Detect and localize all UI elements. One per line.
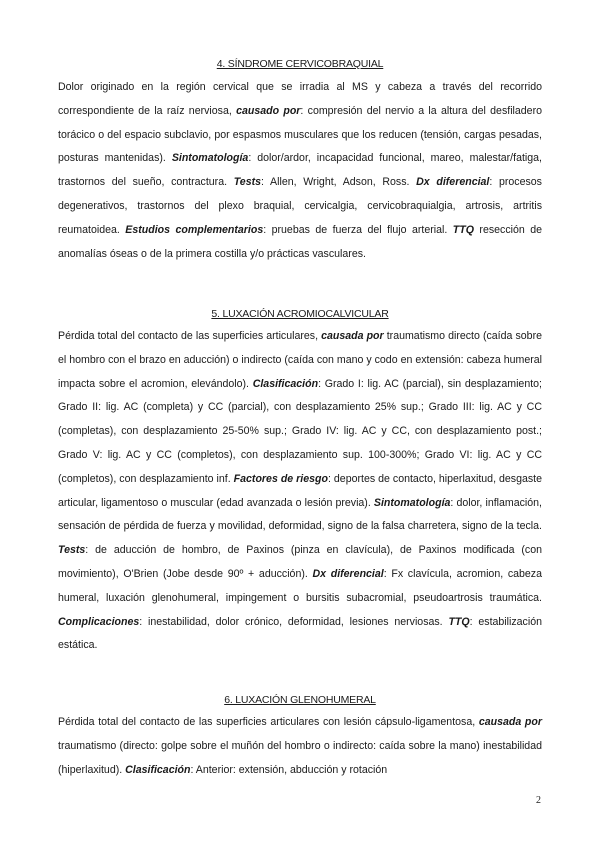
text-run: : compresión del nervio a la altura del desfiladero torácico o del espacio subclavio, por espasmos musculares que los reducen (tensión, cargas pesadas, posturas mantenidas). <box>58 104 542 165</box>
text-run: : Fx clavícula, acromion, cabeza humeral, luxación glenohumeral, impingement o bursitis subacromial, pseudoartrosis traumática. <box>58 567 542 604</box>
text-run: traumatismo directo (caída sobre el hombro con el brazo en aducción) o indirecto (caída con mano y codo en extensión: cabeza humeral impacta sobre el acromion, elevándolo). <box>58 330 542 390</box>
term-estudios-complementarios: Estudios complementarios <box>125 223 264 236</box>
text-run: : Anterior: extensión, abducción y rotación <box>190 763 388 776</box>
section-body-luxacion-glenohumeral <box>58 711 542 782</box>
text-run: : estabilización estática. <box>58 615 542 652</box>
section-title-luxacion-acromioclavicular: 5. LUXACIÓN ACROMIOCALVICULAR <box>211 308 389 320</box>
term-causada-por: causada por <box>478 716 542 728</box>
term-tests: Tests <box>58 544 86 557</box>
term-clasificacion: Clasificación <box>125 763 191 776</box>
term-factores-de-riesgo: Factores de riesgo <box>233 472 328 485</box>
text-run: : Allen, Wright, Adson, Ross. <box>261 176 417 189</box>
text-run: Dolor originado en la región cervical que se irradia al MS y cabeza a través del recorrido correspondiente de la raíz nerviosa, <box>58 81 542 117</box>
section-title-sindrome-cervicobraquial: 4. SÍNDROME CERVICOBRAQUIAL <box>216 58 384 70</box>
term-tests: Tests <box>233 176 262 189</box>
text-run: traumatismo (directo: golpe sobre el muñón del hombro o indirecto: caída sobre la mano) inestabilidad (hiperlaxitud). <box>58 739 542 776</box>
term-causado-por: causado por <box>236 104 301 117</box>
page-number: 2 <box>536 795 541 806</box>
term-dx-diferencial: Dx diferencial <box>312 567 384 580</box>
text-run: : deportes de contacto, hiperlaxitud, desgaste articular, ligamentoso o muscular (edad avanzada o lesión previa). <box>58 472 543 509</box>
term-sintomatologia: Sintomatología <box>373 496 451 509</box>
term-sintomatologia: Sintomatología <box>171 152 249 165</box>
term-causada-por: causada por <box>321 330 384 342</box>
section-body-sindrome-cervicobraquial <box>58 76 542 266</box>
text-run: : procesos degenerativos, trastornos del plexo braquial, cervicalgia, cervicobraquialgia, artrosis, artritis reumatoidea. <box>58 176 542 236</box>
text-run: : pruebas de fuerza del flujo arterial. <box>263 223 453 236</box>
text-run: : de aducción de hombro, de Paxinos (pinza en clavícula), de Paxinos modificada (con movimiento), O'Brien (Jobe desde 90º + aducción). <box>58 544 542 580</box>
text-run: : dolor, inflamación, sensación de pérdida de fuerza y movilidad, deformidad, signo de la falsa charretera, signo de la tecla. <box>58 496 542 533</box>
text-run: : dolor/ardor, incapacidad funcional, mareo, malestar/fatiga, trastornos del sueño, contractura. <box>58 152 542 189</box>
term-ttq: TTQ <box>452 223 474 236</box>
term-ttq: TTQ <box>448 615 470 628</box>
term-complicaciones: Complicaciones <box>58 615 140 628</box>
term-dx-diferencial: Dx diferencial <box>416 176 490 189</box>
section-body-luxacion-acromioclavicular <box>58 325 542 658</box>
section-title-luxacion-glenohumeral: 6. LUXACIÓN GLENOHUMERAL <box>224 694 376 706</box>
text-run: : inestabilidad, dolor crónico, deformidad, lesiones nerviosas. <box>139 615 449 628</box>
term-clasificacion: Clasificación <box>252 377 319 390</box>
text-run: : Grado I: lig. AC (parcial), sin desplazamiento; Grado II: lig. AC (completa) y CC (parcial), con desplazamiento 25% sup.; Grado III: lig. AC y CC (completas), con desplazamiento 25-50% sup.; Grado IV: lig. AC y CC, con desplazamiento post.; Grado V: lig. AC y CC (completos), con desplazamiento sup. 100-300%; Grado VI: lig. AC y CC (completos), con desplazamiento inf. <box>58 377 542 485</box>
text-run: Pérdida total del contacto de las superficies articulares con lesión cápsulo-ligamentosa, <box>58 716 479 728</box>
text-run: resección de anomalías óseas o de la primera costilla y/o prácticas vasculares. <box>58 223 543 260</box>
text-run: Pérdida total del contacto de las superficies articulares, <box>58 330 322 342</box>
